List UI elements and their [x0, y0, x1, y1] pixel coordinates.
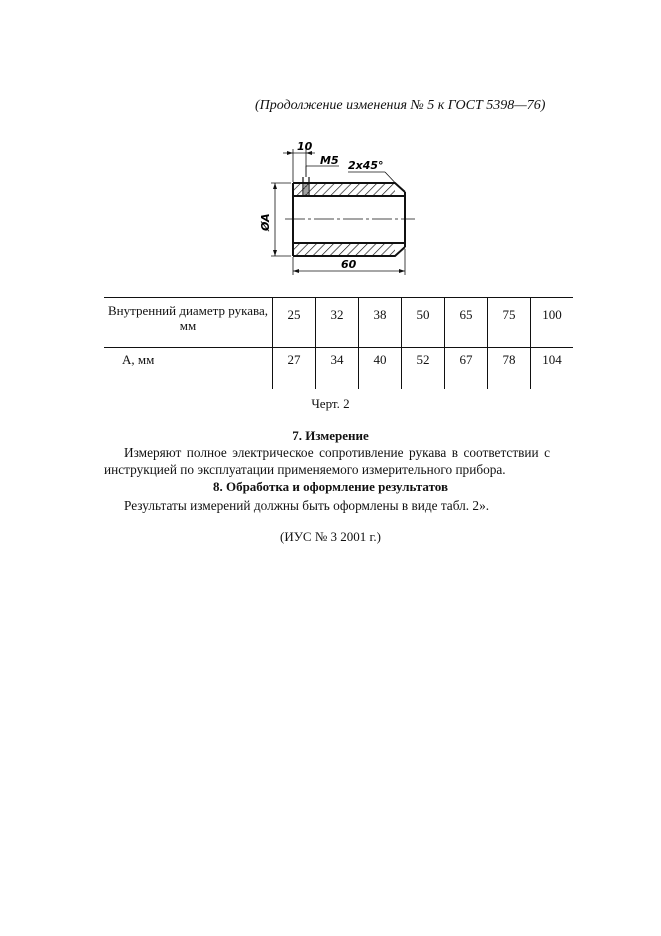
table-cell: 25 [273, 298, 316, 348]
table-row-label: А, мм [122, 352, 155, 367]
dim-10-label: 10 [297, 140, 313, 153]
section-7-text: Измеряют полное электрическое сопротивление рукава в соответствии с инструкцией по эксплуатации применяемого измерительного прибора. [104, 445, 550, 477]
dim-diameter [259, 183, 291, 256]
diameter-table [104, 297, 573, 389]
chamfer-label: 2x45° [348, 159, 384, 172]
table-row-a [104, 348, 573, 390]
table-cell: 34 [316, 348, 359, 390]
table-row-label: Внутренний диаметр рукава, мм [104, 298, 273, 348]
drawing-bottom-wall [293, 243, 405, 256]
table-cell: 65 [445, 298, 488, 348]
table-cell: 100 [531, 298, 574, 348]
table-row-inner-diameter [104, 298, 573, 348]
drawing-top-wall [293, 183, 405, 196]
table-cell: 67 [445, 348, 488, 390]
table-cell: 78 [488, 348, 531, 390]
table-cell: 32 [316, 298, 359, 348]
figure-caption: Черт. 2 [311, 396, 350, 411]
header-continuation: (Продолжение изменения № 5 к ГОСТ 5398—76) [255, 98, 546, 113]
dim-60-label: 60 [341, 258, 357, 271]
section-8-text: Результаты измерений должны быть оформлены в виде табл. 2». [124, 498, 490, 513]
section-8-heading: 8. Обработка и оформление результатов [212, 479, 449, 494]
thread-label: M5 [320, 154, 339, 167]
table-cell: 38 [359, 298, 402, 348]
table-cell: 75 [488, 298, 531, 348]
table-cell: 52 [402, 348, 445, 390]
diameter-label: ØA [259, 213, 272, 231]
table-cell: 40 [359, 348, 402, 390]
technical-drawing [255, 135, 425, 280]
dim-10 [283, 140, 315, 182]
table-cell: 104 [531, 348, 574, 390]
table-cell: 50 [402, 298, 445, 348]
table-cell: 27 [273, 348, 316, 390]
footer-note: (ИУС № 3 2001 г.) [280, 529, 381, 544]
section-7-heading: 7. Измерение [292, 428, 369, 443]
